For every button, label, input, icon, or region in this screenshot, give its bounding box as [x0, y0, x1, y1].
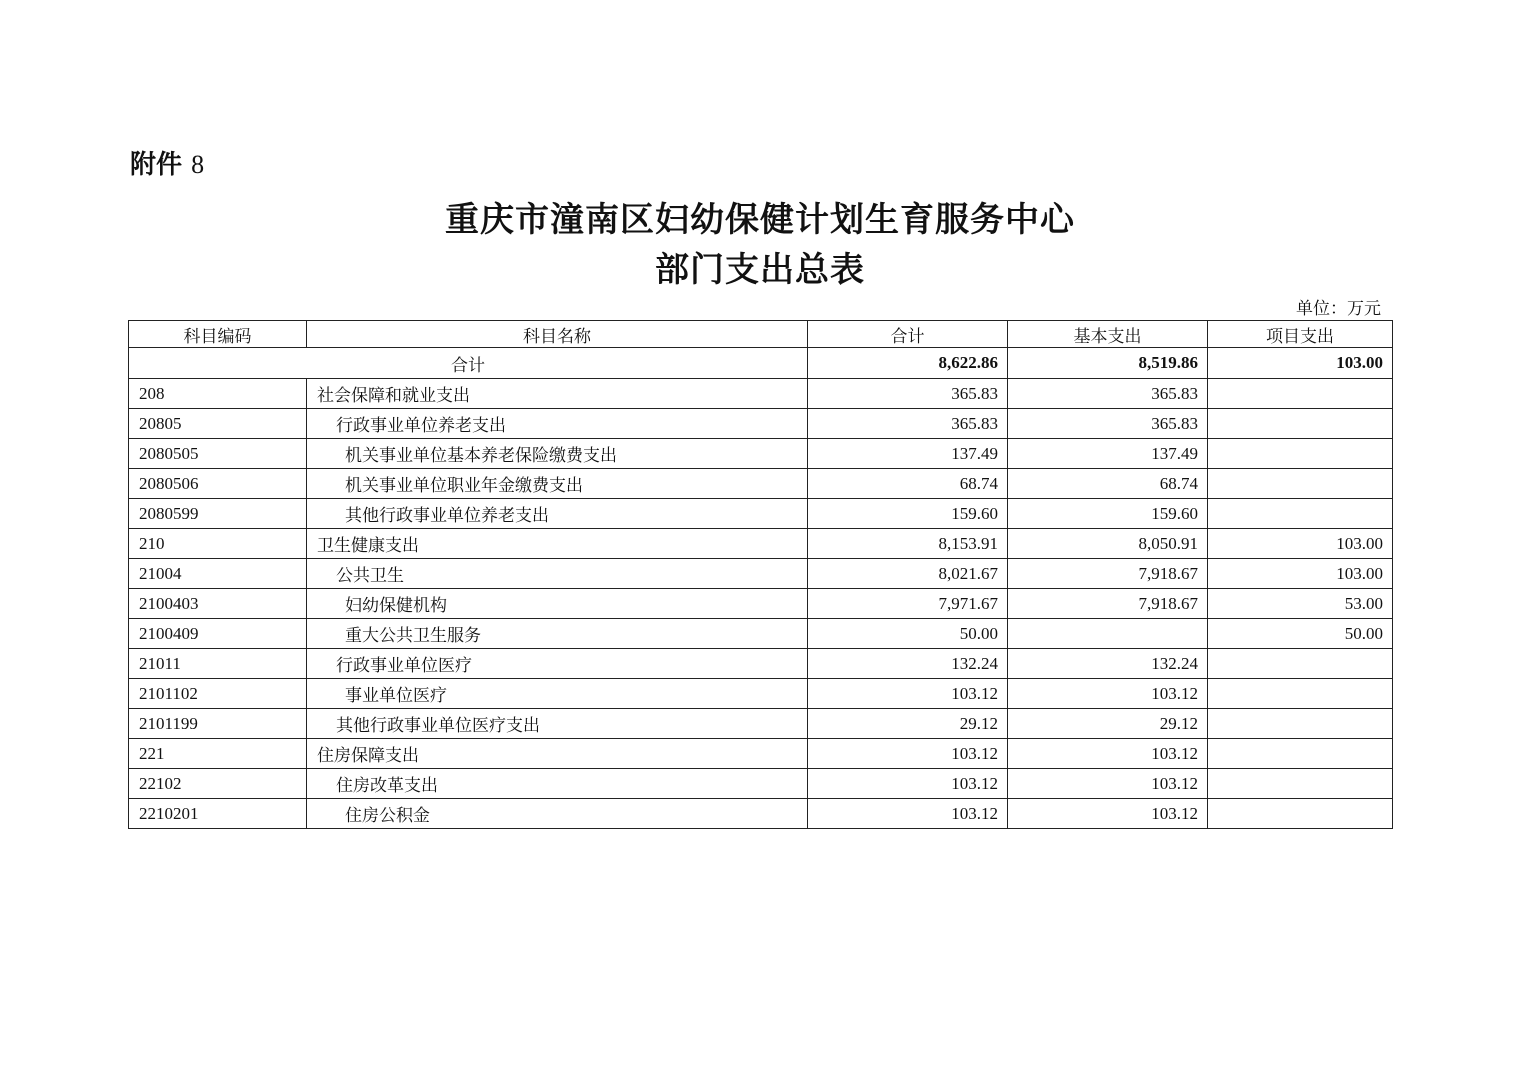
cell-sum: 103.12: [808, 799, 1008, 829]
table-row: [129, 379, 1393, 409]
cell-name: 其他行政事业单位医疗支出: [307, 709, 808, 739]
cell-sum: 103.12: [808, 739, 1008, 769]
cell-sum: 132.24: [808, 649, 1008, 679]
header-row: [129, 321, 1393, 348]
cell-code: 20805: [129, 409, 307, 439]
cell-code: 2210201: [129, 799, 307, 829]
cell-project: [1208, 709, 1393, 739]
cell-basic: 68.74: [1008, 469, 1208, 499]
table-row: [129, 409, 1393, 439]
attachment-label: [130, 144, 204, 181]
cell-project: [1208, 499, 1393, 529]
page-subtitle: 部门支出总表: [655, 250, 865, 290]
cell-sum: 159.60: [808, 499, 1008, 529]
cell-code: 2100409: [129, 619, 307, 649]
cell-sum: 50.00: [808, 619, 1008, 649]
table-row: [129, 469, 1393, 499]
attachment-number: 8: [191, 150, 205, 179]
table-row: [129, 709, 1393, 739]
cell-project: 103.00: [1208, 529, 1393, 559]
cell-basic: 103.12: [1008, 799, 1208, 829]
cell-project: [1208, 409, 1393, 439]
cell-name: 行政事业单位养老支出: [307, 409, 808, 439]
cell-name: 住房公积金: [307, 799, 808, 829]
total-project: 103.00: [1208, 348, 1393, 379]
cell-name: 机关事业单位职业年金缴费支出: [307, 469, 808, 499]
cell-sum: 7,971.67: [808, 589, 1008, 619]
cell-basic: 103.12: [1008, 769, 1208, 799]
cell-project: 50.00: [1208, 619, 1393, 649]
cell-basic: 365.83: [1008, 379, 1208, 409]
header-sum: 合计: [808, 321, 1008, 348]
cell-code: 2101102: [129, 679, 307, 709]
cell-basic: 7,918.67: [1008, 589, 1208, 619]
cell-basic: [1008, 619, 1208, 649]
cell-name: 其他行政事业单位养老支出: [307, 499, 808, 529]
cell-basic: 103.12: [1008, 679, 1208, 709]
unit-label: 单位：万元: [1296, 299, 1381, 318]
cell-name: 住房改革支出: [307, 769, 808, 799]
cell-name: 行政事业单位医疗: [307, 649, 808, 679]
cell-name: 卫生健康支出: [307, 529, 808, 559]
total-row: [129, 348, 1393, 379]
cell-sum: 365.83: [808, 379, 1008, 409]
cell-project: [1208, 649, 1393, 679]
cell-project: [1208, 469, 1393, 499]
cell-code: 2080599: [129, 499, 307, 529]
page-title: 重庆市潼南区妇幼保健计划生育服务中心: [445, 200, 1075, 240]
cell-project: [1208, 379, 1393, 409]
cell-code: 22102: [129, 769, 307, 799]
cell-project: [1208, 769, 1393, 799]
table-row: [129, 679, 1393, 709]
cell-basic: 159.60: [1008, 499, 1208, 529]
cell-sum: 8,153.91: [808, 529, 1008, 559]
cell-code: 2080505: [129, 439, 307, 469]
cell-code: 2101199: [129, 709, 307, 739]
total-label: 合计: [129, 348, 808, 379]
cell-name: 事业单位医疗: [307, 679, 808, 709]
cell-code: 21011: [129, 649, 307, 679]
table-row: [129, 589, 1393, 619]
cell-code: 208: [129, 379, 307, 409]
cell-code: 210: [129, 529, 307, 559]
cell-code: 21004: [129, 559, 307, 589]
cell-project: 53.00: [1208, 589, 1393, 619]
header-project: 项目支出: [1208, 321, 1393, 348]
cell-name: 社会保障和就业支出: [307, 379, 808, 409]
total-basic: 8,519.86: [1008, 348, 1208, 379]
cell-name: 妇幼保健机构: [307, 589, 808, 619]
cell-sum: 137.49: [808, 439, 1008, 469]
cell-code: 2080506: [129, 469, 307, 499]
header-name: 科目名称: [307, 321, 808, 348]
cell-project: 103.00: [1208, 559, 1393, 589]
cell-name: 重大公共卫生服务: [307, 619, 808, 649]
cell-basic: 365.83: [1008, 409, 1208, 439]
cell-sum: 29.12: [808, 709, 1008, 739]
table-row: [129, 769, 1393, 799]
cell-basic: 137.49: [1008, 439, 1208, 469]
table-row: [129, 439, 1393, 469]
cell-basic: 103.12: [1008, 739, 1208, 769]
cell-sum: 8,021.67: [808, 559, 1008, 589]
header-basic: 基本支出: [1008, 321, 1208, 348]
cell-basic: 8,050.91: [1008, 529, 1208, 559]
table-row: [129, 799, 1393, 829]
cell-basic: 29.12: [1008, 709, 1208, 739]
cell-code: 2100403: [129, 589, 307, 619]
cell-sum: 365.83: [808, 409, 1008, 439]
cell-project: [1208, 679, 1393, 709]
table-row: [129, 649, 1393, 679]
total-sum: 8,622.86: [808, 348, 1008, 379]
table-row: [129, 529, 1393, 559]
cell-basic: 7,918.67: [1008, 559, 1208, 589]
header-code: 科目编码: [129, 321, 307, 348]
cell-project: [1208, 799, 1393, 829]
cell-code: 221: [129, 739, 307, 769]
table-row: [129, 559, 1393, 589]
expenditure-table: [128, 320, 1393, 829]
cell-sum: 103.12: [808, 769, 1008, 799]
cell-name: 机关事业单位基本养老保险缴费支出: [307, 439, 808, 469]
table-row: [129, 499, 1393, 529]
table-row: [129, 619, 1393, 649]
cell-sum: 103.12: [808, 679, 1008, 709]
cell-project: [1208, 739, 1393, 769]
cell-name: 公共卫生: [307, 559, 808, 589]
attachment-text: 附件: [130, 150, 183, 180]
table-row: [129, 739, 1393, 769]
cell-project: [1208, 439, 1393, 469]
cell-basic: 132.24: [1008, 649, 1208, 679]
cell-name: 住房保障支出: [307, 739, 808, 769]
cell-sum: 68.74: [808, 469, 1008, 499]
